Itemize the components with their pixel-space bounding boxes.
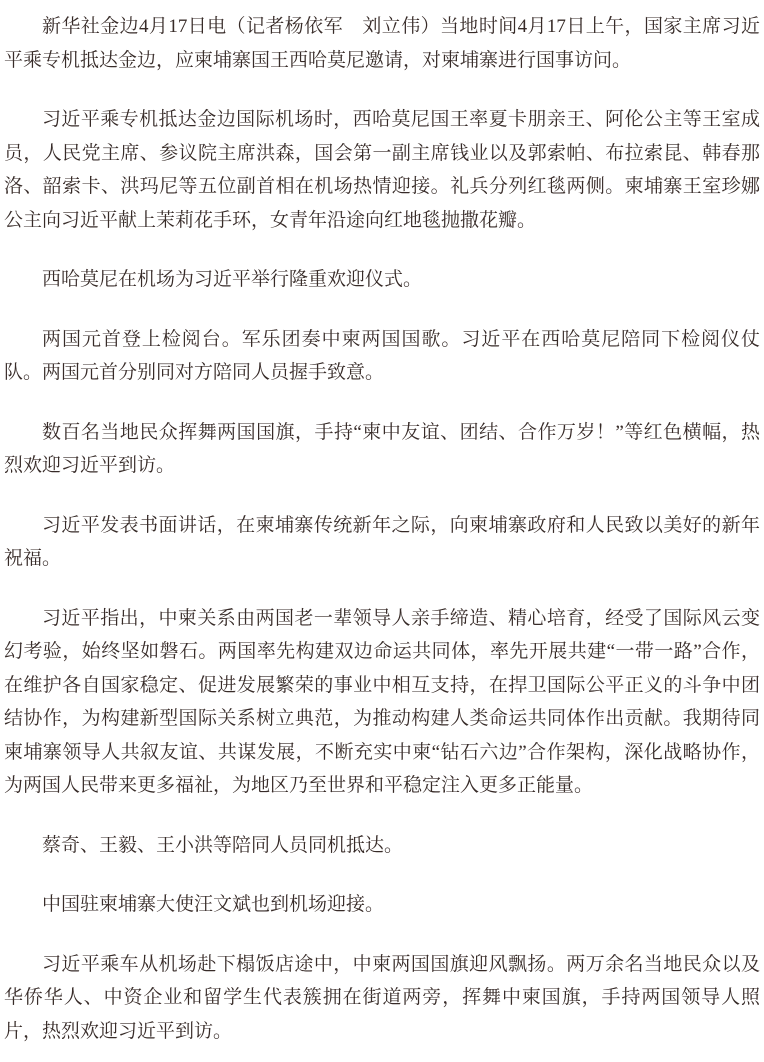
article-paragraph: 习近平发表书面讲话，在柬埔寨传统新年之际，向柬埔寨政府和人民致以美好的新年祝福。: [4, 514, 760, 569]
article-paragraph: 习近平乘车从机场赴下榻饭店途中，中柬两国国旗迎风飘扬。两万余名当地民众以及华侨华人、中资企业和留学生代表簇拥在街道两旁，挥舞中柬国旗，手持两国领导人照片，热烈欢迎习近平到访。: [4, 953, 760, 1042]
article-paragraph: 习近平指出，中柬关系由两国老一辈领导人亲手缔造、精心培育，经受了国际风云变幻考验，始终坚如磐石。两国率先构建双边命运共同体，率先开展共建“一带一路”合作，在维护各自国家稳定、促进发展繁荣的事业中相互支持，在捍卫国际公平正义的斗争中团结协作，为构建新型国际关系树立典范，为推动构建人类命运共同体作出贡献。我期待同柬埔寨领导人共叙友谊、共谋发展，不断充实中柬“钻石六边”合作架构，深化战略协作，为两国人民带来更多福祉，为地区乃至世界和平稳定注入更多正能量。: [4, 607, 760, 796]
article-paragraph: 数百名当地民众挥舞两国国旗，手持“柬中友谊、团结、合作万岁！”等红色横幅，热烈欢迎习近平到访。: [4, 421, 760, 476]
article-paragraph: 两国元首登上检阅台。军乐团奏中柬两国国歌。习近平在西哈莫尼陪同下检阅仪仗队。两国元首分别同对方陪同人员握手致意。: [4, 328, 760, 383]
article-paragraph: 蔡奇、王毅、王小洪等陪同人员同机抵达。: [42, 834, 404, 856]
article-paragraph: 西哈莫尼在机场为习近平举行隆重欢迎仪式。: [42, 269, 423, 290]
article-paragraph: 中国驻柬埔寨大使汪文斌也到机场迎接。: [42, 894, 385, 915]
article-paragraph: 新华社金边4月17日电（记者杨依军 刘立伟）当地时间4月17日上午，国家主席习近平乘专机抵达金边，应柬埔寨国王西哈莫尼邀请，对柬埔寨进行国事访问。: [4, 16, 760, 71]
article-paragraph: 习近平乘专机抵达金边国际机场时，西哈莫尼国王率夏卡朋亲王、阿伦公主等王室成员，人民党主席、参议院主席洪森，国会第一副主席钱业以及郭索帕、布拉索昆、韩春那洛、韶索卡、洪玛尼等五位副首相在机场热情迎接。礼兵分列红毯两侧。柬埔寨王室珍娜公主向习近平献上茉莉花手环，女青年沿途向红地毯抛撒花瓣。: [4, 109, 760, 231]
